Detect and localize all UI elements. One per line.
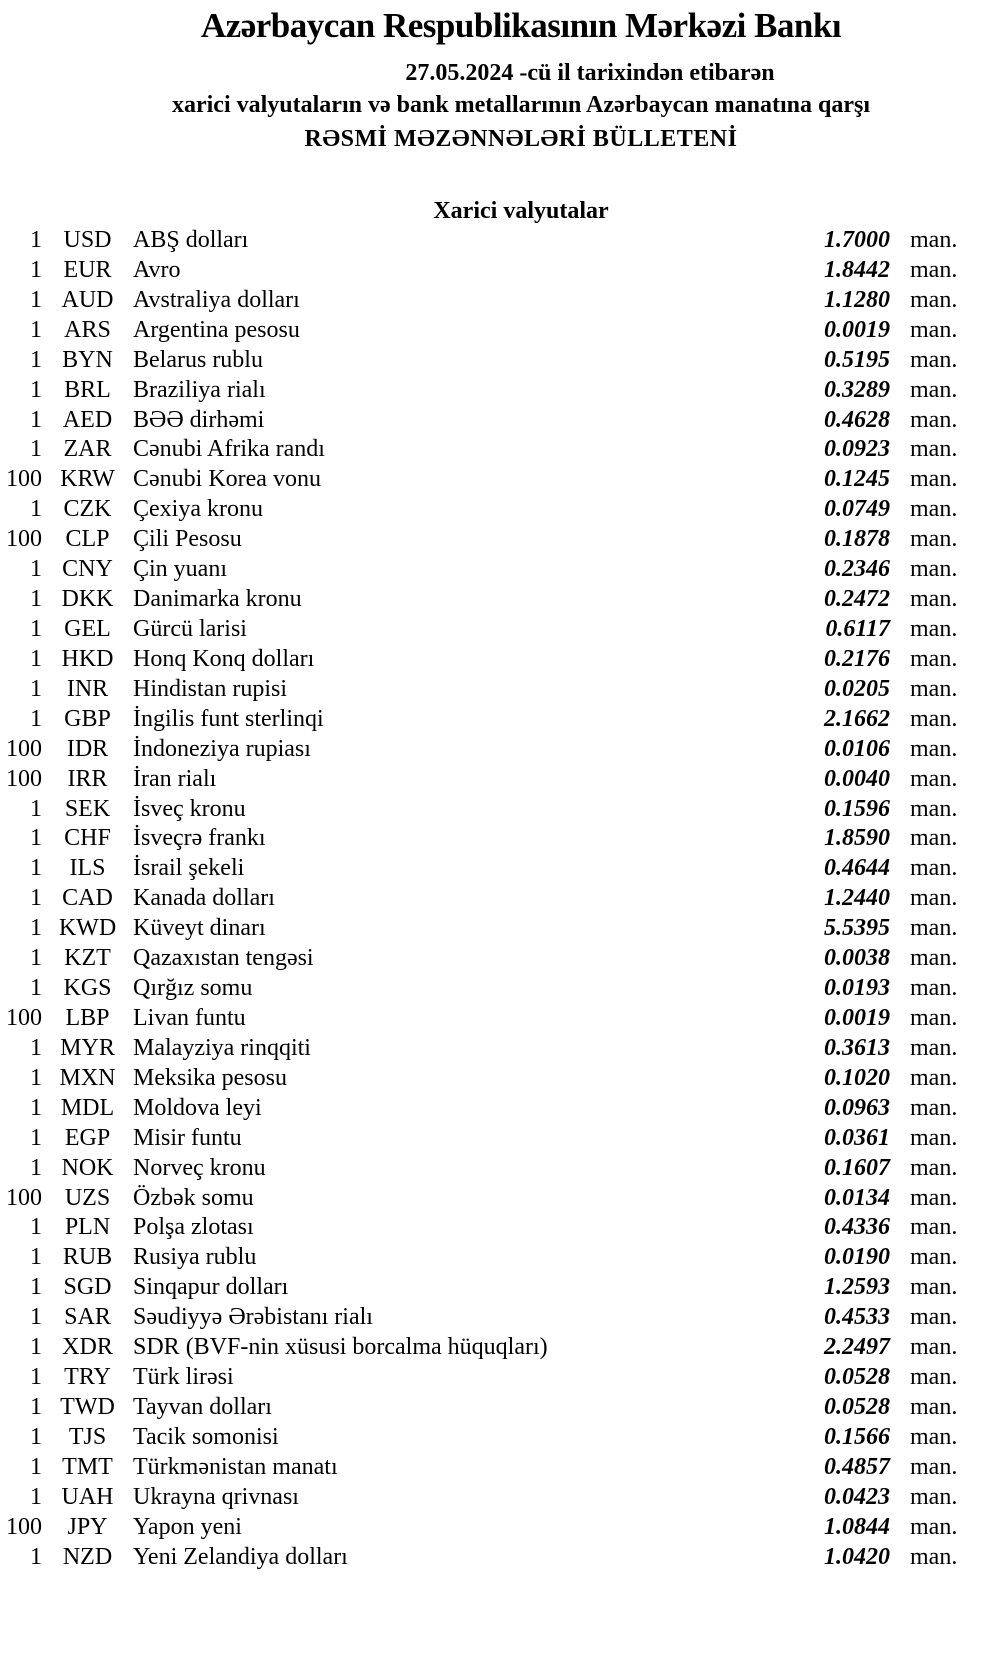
row-currency-code: CNY <box>62 556 113 583</box>
row-currency-code: IDR <box>66 735 109 762</box>
effective-date-line: 27.05.2024 -cü il tarixindən etibarən <box>405 60 775 86</box>
row-rate-value: 0.2472 <box>824 586 890 613</box>
row-quantity: 1 <box>30 1334 42 1361</box>
row-rate-value: 0.3613 <box>824 1034 890 1061</box>
row-currency-code: KWD <box>58 915 117 942</box>
row-quantity: 1 <box>30 406 42 433</box>
table-row <box>0 1184 1000 1214</box>
row-rate-value: 0.0134 <box>824 1184 890 1211</box>
row-currency-code: USD <box>63 227 112 253</box>
row-currency-name: Sinqapur dolları <box>133 1274 289 1301</box>
row-currency-code: IRR <box>67 765 108 792</box>
row-unit-label: man. <box>910 1393 958 1420</box>
row-unit-label: man. <box>910 1064 958 1091</box>
table-row <box>0 346 1000 376</box>
row-unit-label: man. <box>910 1184 958 1211</box>
row-quantity: 1 <box>30 615 42 642</box>
table-row <box>0 316 1000 346</box>
row-quantity: 1 <box>30 1453 42 1480</box>
row-currency-name: Tayvan dolları <box>133 1393 272 1420</box>
row-currency-name: Honq Konq dolları <box>133 645 315 672</box>
row-rate-value: 0.4644 <box>824 855 890 882</box>
row-rate-value: 0.0019 <box>824 1004 890 1031</box>
row-rate-value: 0.0040 <box>824 765 890 792</box>
table-row <box>0 1034 1000 1064</box>
row-currency-name: Avstraliya dolları <box>133 286 300 313</box>
row-unit-label: man. <box>910 1124 958 1151</box>
row-quantity: 1 <box>30 256 42 283</box>
row-currency-code: SAR <box>64 1304 111 1331</box>
row-quantity: 1 <box>30 885 42 912</box>
row-currency-code: JPY <box>67 1513 108 1540</box>
row-currency-code: NZD <box>62 1543 113 1570</box>
row-unit-label: man. <box>910 1423 958 1450</box>
row-rate-value: 0.0019 <box>824 316 890 343</box>
row-currency-code: TRY <box>64 1364 111 1391</box>
table-row <box>0 1453 1000 1483</box>
row-unit-label: man. <box>910 795 958 822</box>
row-unit-label: man. <box>910 316 958 343</box>
table-row <box>0 824 1000 854</box>
row-rate-value: 0.0528 <box>824 1364 890 1391</box>
row-unit-label: man. <box>910 705 958 732</box>
row-currency-code: ZAR <box>63 436 112 463</box>
table-row <box>0 974 1000 1004</box>
row-currency-name: Misir funtu <box>133 1124 242 1151</box>
row-rate-value: 1.2593 <box>824 1274 890 1301</box>
row-unit-label: man. <box>910 735 958 762</box>
row-currency-code: DKK <box>61 586 114 613</box>
row-rate-value: 0.1245 <box>824 466 890 493</box>
table-row <box>0 1513 1000 1543</box>
row-rate-value: 2.2497 <box>824 1334 890 1361</box>
row-currency-name: Malayziya rinqqiti <box>133 1034 311 1061</box>
row-rate-value: 0.0749 <box>824 496 890 523</box>
row-currency-code: MDL <box>60 1094 115 1121</box>
row-currency-name: Səudiyyə Ərəbistanı rialı <box>133 1304 373 1331</box>
table-row <box>0 226 1000 256</box>
row-quantity: 1 <box>30 1274 42 1301</box>
table-row <box>0 555 1000 585</box>
row-currency-code: CHF <box>64 825 111 852</box>
section-title: Xarici valyutalar <box>433 198 609 224</box>
row-rate-value: 0.1878 <box>824 526 890 553</box>
row-unit-label: man. <box>910 286 958 313</box>
row-unit-label: man. <box>910 556 958 583</box>
row-currency-code: MXN <box>59 1064 116 1091</box>
table-row <box>0 1094 1000 1124</box>
row-rate-value: 0.2176 <box>824 645 890 672</box>
row-currency-name: Qırğız somu <box>133 975 253 1002</box>
row-quantity: 1 <box>30 346 42 373</box>
row-currency-code: ARS <box>64 316 111 343</box>
row-quantity: 1 <box>30 1124 42 1151</box>
row-currency-code: UZS <box>64 1184 111 1211</box>
row-quantity: 1 <box>30 1304 42 1331</box>
row-currency-code: EGP <box>64 1124 111 1151</box>
row-quantity: 1 <box>30 1543 42 1570</box>
row-quantity: 100 <box>6 1184 42 1211</box>
row-quantity: 1 <box>30 795 42 822</box>
row-currency-code: KGS <box>63 975 112 1002</box>
row-currency-code: UAH <box>61 1483 114 1510</box>
row-unit-label: man. <box>910 765 958 792</box>
row-rate-value: 0.0528 <box>824 1393 890 1420</box>
row-unit-label: man. <box>910 1334 958 1361</box>
row-quantity: 1 <box>30 1064 42 1091</box>
row-unit-label: man. <box>910 406 958 433</box>
row-unit-label: man. <box>910 256 958 283</box>
row-currency-name: Çili Pesosu <box>133 526 242 553</box>
row-rate-value: 0.4533 <box>824 1304 890 1331</box>
row-rate-value: 0.0361 <box>824 1124 890 1151</box>
row-rate-value: 1.0420 <box>824 1543 890 1570</box>
table-row <box>0 1154 1000 1184</box>
row-rate-value: 0.5195 <box>824 346 890 373</box>
row-rate-value: 0.0190 <box>824 1244 890 1271</box>
table-row <box>0 256 1000 286</box>
row-currency-name: SDR (BVF-nin xüsusi borcalma hüquqları) <box>133 1334 548 1361</box>
row-currency-code: SGD <box>63 1274 112 1301</box>
row-unit-label: man. <box>910 346 958 373</box>
row-unit-label: man. <box>910 1453 958 1480</box>
row-currency-name: Argentina pesosu <box>133 316 300 343</box>
row-unit-label: man. <box>910 586 958 613</box>
row-quantity: 1 <box>30 1214 42 1241</box>
row-quantity: 1 <box>30 1423 42 1450</box>
row-rate-value: 1.2440 <box>824 885 890 912</box>
row-quantity: 1 <box>30 975 42 1002</box>
row-quantity: 1 <box>30 227 42 253</box>
row-unit-label: man. <box>910 496 958 523</box>
table-row <box>0 795 1000 825</box>
row-currency-name: İsrail şekeli <box>133 855 245 882</box>
row-currency-code: LBP <box>65 1004 110 1031</box>
row-unit-label: man. <box>910 526 958 553</box>
row-currency-code: GBP <box>64 705 111 732</box>
row-currency-name: İngilis funt sterlinqi <box>133 705 324 732</box>
row-currency-code: AUD <box>61 286 114 313</box>
row-currency-name: Tacik somonisi <box>133 1423 279 1450</box>
table-row <box>0 435 1000 465</box>
table-row <box>0 465 1000 495</box>
table-row <box>0 615 1000 645</box>
row-unit-label: man. <box>910 1304 958 1331</box>
row-currency-code: KZT <box>64 945 111 972</box>
row-unit-label: man. <box>910 675 958 702</box>
row-quantity: 1 <box>30 915 42 942</box>
bulletin-header <box>0 6 1000 154</box>
row-unit-label: man. <box>910 615 958 642</box>
row-rate-value: 1.8590 <box>824 825 890 852</box>
row-currency-name: Özbək somu <box>133 1184 254 1211</box>
row-currency-name: İsveçrə frankı <box>133 825 266 852</box>
row-rate-value: 0.1607 <box>824 1154 890 1181</box>
row-unit-label: man. <box>910 436 958 463</box>
table-row <box>0 884 1000 914</box>
row-unit-label: man. <box>910 855 958 882</box>
row-unit-label: man. <box>910 1034 958 1061</box>
row-currency-code: ILS <box>69 855 106 882</box>
row-rate-value: 0.0923 <box>824 436 890 463</box>
row-currency-name: ABŞ dolları <box>133 227 249 253</box>
row-currency-name: Rusiya rublu <box>133 1244 257 1271</box>
row-currency-name: Türk lirəsi <box>133 1364 234 1391</box>
row-quantity: 1 <box>30 705 42 732</box>
row-rate-value: 0.1596 <box>824 795 890 822</box>
row-currency-name: Cənubi Korea vonu <box>133 466 321 493</box>
table-row <box>0 1124 1000 1154</box>
row-rate-value: 2.1662 <box>824 705 890 732</box>
row-currency-name: Kanada dolları <box>133 885 275 912</box>
row-currency-name: BƏƏ dirhəmi <box>133 406 265 433</box>
row-quantity: 100 <box>6 1004 42 1031</box>
row-currency-name: Küveyt dinarı <box>133 915 266 942</box>
row-currency-code: RUB <box>62 1244 113 1271</box>
row-quantity: 1 <box>30 825 42 852</box>
row-currency-name: Norveç kronu <box>133 1154 266 1181</box>
row-currency-code: CZK <box>63 496 112 523</box>
row-unit-label: man. <box>910 227 958 253</box>
row-currency-name: Türkmənistan manatı <box>133 1453 338 1480</box>
row-quantity: 1 <box>30 556 42 583</box>
row-rate-value: 0.0423 <box>824 1483 890 1510</box>
row-currency-name: Hindistan rupisi <box>133 675 287 702</box>
row-currency-code: TJS <box>68 1423 107 1450</box>
table-row <box>0 1393 1000 1423</box>
row-quantity: 1 <box>30 1483 42 1510</box>
table-row <box>0 735 1000 765</box>
row-quantity: 1 <box>30 436 42 463</box>
row-currency-name: İran rialı <box>133 765 217 792</box>
row-unit-label: man. <box>910 915 958 942</box>
row-currency-name: Gürcü larisi <box>133 615 247 642</box>
row-quantity: 1 <box>30 1034 42 1061</box>
row-quantity: 1 <box>30 855 42 882</box>
row-currency-name: Çin yuanı <box>133 556 227 583</box>
table-row <box>0 944 1000 974</box>
row-unit-label: man. <box>910 1094 958 1121</box>
row-quantity: 1 <box>30 1154 42 1181</box>
row-rate-value: 0.0193 <box>824 975 890 1002</box>
table-row <box>0 914 1000 944</box>
row-unit-label: man. <box>910 1214 958 1241</box>
row-currency-name: Meksika pesosu <box>133 1064 287 1091</box>
row-rate-value: 0.0963 <box>824 1094 890 1121</box>
row-unit-label: man. <box>910 1364 958 1391</box>
table-row <box>0 854 1000 884</box>
row-rate-value: 0.2346 <box>824 556 890 583</box>
table-row <box>0 495 1000 525</box>
row-rate-value: 0.4336 <box>824 1214 890 1241</box>
row-currency-code: PLN <box>64 1214 111 1241</box>
row-rate-value: 0.1020 <box>824 1064 890 1091</box>
row-currency-name: Yapon yeni <box>133 1513 242 1540</box>
table-row <box>0 645 1000 675</box>
row-currency-name: Qazaxıstan tengəsi <box>133 945 314 972</box>
row-unit-label: man. <box>910 975 958 1002</box>
row-currency-name: Cənubi Afrika randı <box>133 436 325 463</box>
row-currency-code: AED <box>62 406 113 433</box>
row-currency-name: Moldova leyi <box>133 1094 262 1121</box>
row-currency-code: BRL <box>64 376 111 403</box>
row-currency-code: KRW <box>60 466 115 493</box>
row-unit-label: man. <box>910 1244 958 1271</box>
table-row <box>0 585 1000 615</box>
row-currency-name: İndoneziya rupiası <box>133 735 311 762</box>
row-currency-code: BYN <box>62 346 113 373</box>
row-unit-label: man. <box>910 885 958 912</box>
table-row <box>0 1064 1000 1094</box>
row-unit-label: man. <box>910 945 958 972</box>
row-quantity: 1 <box>30 286 42 313</box>
row-unit-label: man. <box>910 1513 958 1540</box>
row-currency-code: TWD <box>60 1393 115 1420</box>
row-currency-name: İsveç kronu <box>133 795 246 822</box>
row-currency-name: Belarus rublu <box>133 346 263 373</box>
table-row <box>0 1333 1000 1363</box>
table-row <box>0 406 1000 436</box>
row-currency-code: TMT <box>62 1453 113 1480</box>
row-quantity: 1 <box>30 376 42 403</box>
row-quantity: 1 <box>30 675 42 702</box>
row-currency-code: CAD <box>62 885 113 912</box>
row-currency-code: NOK <box>61 1154 114 1181</box>
row-quantity: 1 <box>30 945 42 972</box>
row-quantity: 100 <box>6 526 42 553</box>
table-row <box>0 1273 1000 1303</box>
table-row <box>0 1363 1000 1393</box>
row-currency-code: MYR <box>60 1034 115 1061</box>
table-row <box>0 1543 1000 1573</box>
row-currency-name: Avro <box>133 256 181 283</box>
row-rate-value: 1.0844 <box>824 1513 890 1540</box>
row-rate-value: 0.1566 <box>824 1423 890 1450</box>
table-row <box>0 525 1000 555</box>
row-rate-value: 0.4857 <box>824 1453 890 1480</box>
table-row <box>0 286 1000 316</box>
row-currency-name: Danimarka kronu <box>133 586 302 613</box>
row-quantity: 100 <box>6 765 42 792</box>
table-row <box>0 1004 1000 1034</box>
row-currency-name: Braziliya rialı <box>133 376 266 403</box>
table-row <box>0 376 1000 406</box>
row-unit-label: man. <box>910 1154 958 1181</box>
row-quantity: 1 <box>30 645 42 672</box>
table-row <box>0 675 1000 705</box>
row-currency-code: GEL <box>64 615 111 642</box>
row-rate-value: 5.5395 <box>824 915 890 942</box>
row-rate-value: 1.1280 <box>824 286 890 313</box>
table-row <box>0 765 1000 795</box>
row-quantity: 1 <box>30 496 42 523</box>
row-quantity: 1 <box>30 1094 42 1121</box>
row-rate-value: 0.0205 <box>824 675 890 702</box>
row-rate-value: 0.0038 <box>824 945 890 972</box>
row-quantity: 1 <box>30 1364 42 1391</box>
row-unit-label: man. <box>910 1543 958 1570</box>
row-quantity: 1 <box>30 1244 42 1271</box>
table-row <box>0 1213 1000 1243</box>
row-rate-value: 1.8442 <box>824 256 890 283</box>
subtitle-line: xarici valyutaların və bank metallarının Azərbaycan manatına qarşı <box>171 92 870 118</box>
row-currency-name: Çexiya kronu <box>133 496 263 523</box>
row-currency-code: INR <box>66 675 109 702</box>
bulletin-title: RƏSMİ MƏZƏNNƏLƏRİ BÜLLETENİ <box>304 126 738 152</box>
row-quantity: 1 <box>30 1393 42 1420</box>
row-unit-label: man. <box>910 1483 958 1510</box>
row-rate-value: 0.3289 <box>824 376 890 403</box>
row-currency-code: XDR <box>62 1334 113 1361</box>
table-row <box>0 1303 1000 1333</box>
row-unit-label: man. <box>910 1004 958 1031</box>
row-quantity: 1 <box>30 586 42 613</box>
row-currency-code: CLP <box>65 526 110 553</box>
row-unit-label: man. <box>910 376 958 403</box>
row-rate-value: 0.0106 <box>824 735 890 762</box>
row-unit-label: man. <box>910 645 958 672</box>
row-rate-value: 0.4628 <box>824 406 890 433</box>
row-unit-label: man. <box>910 466 958 493</box>
row-unit-label: man. <box>910 1274 958 1301</box>
row-quantity: 1 <box>30 316 42 343</box>
table-row <box>0 1243 1000 1273</box>
rates-table <box>0 226 1000 1572</box>
row-currency-name: Ukrayna qrivnası <box>133 1483 299 1510</box>
row-quantity: 100 <box>6 466 42 493</box>
row-currency-name: Polşa zlotası <box>133 1214 254 1241</box>
row-currency-name: Yeni Zelandiya dolları <box>133 1543 348 1570</box>
table-row <box>0 1483 1000 1513</box>
page-title: Azərbaycan Respublikasının Mərkəzi Bankı <box>200 6 842 45</box>
row-currency-name: Livan funtu <box>133 1004 246 1031</box>
row-currency-code: EUR <box>63 256 112 283</box>
row-unit-label: man. <box>910 825 958 852</box>
table-row <box>0 705 1000 735</box>
row-currency-code: SEK <box>64 795 111 822</box>
row-quantity: 100 <box>6 735 42 762</box>
row-currency-code: HKD <box>61 645 114 672</box>
row-quantity: 100 <box>6 1513 42 1540</box>
row-rate-value: 0.6117 <box>825 615 890 642</box>
row-rate-value: 1.7000 <box>824 227 890 253</box>
table-row <box>0 1423 1000 1453</box>
